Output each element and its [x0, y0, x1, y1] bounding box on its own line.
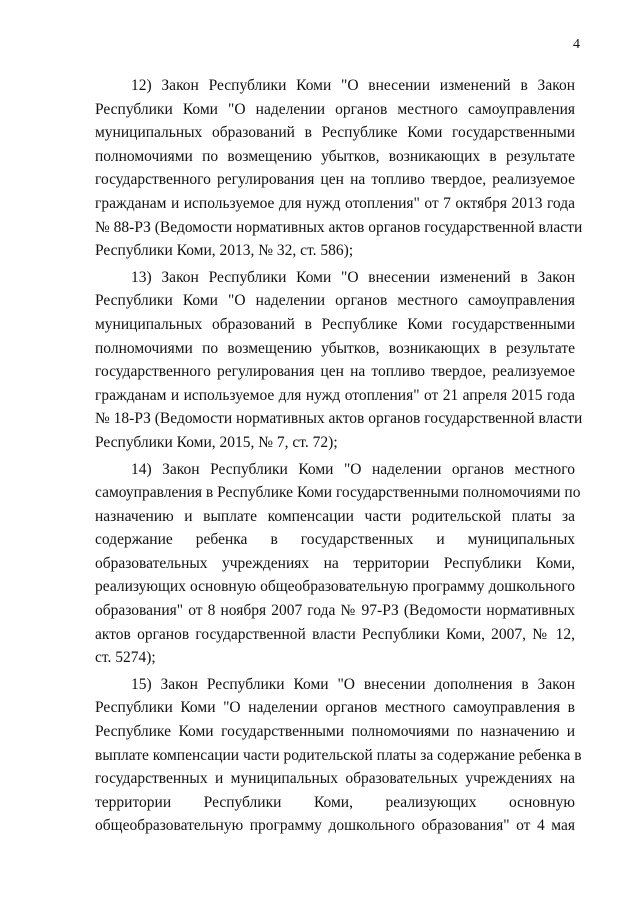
text-line: гражданам и используемое для нужд отопления" от 7 октября 2013 года [95, 194, 575, 212]
text-line: государственного регулирования цен на топливо твердое, реализуемое [95, 363, 575, 381]
text-line: реализующих основную общеобразовательную программу дошкольного [95, 578, 575, 596]
paragraph-15 [95, 673, 582, 838]
text-line: государственных и муниципальных образовательных учреждениях на [95, 770, 575, 788]
text-line: назначению и выплате компенсации части родительской платы за [95, 507, 575, 525]
text-line: Республики Коми "О наделении органов местного самоуправления [95, 100, 575, 118]
text-line: Республике Коми государственными полномочиями по назначению и [95, 723, 575, 741]
text-line: 15) Закон Республики Коми "О внесении дополнения в Закон [131, 675, 575, 693]
text-line: № 88-РЗ (Ведомости нормативных актов органов государственной власти [95, 218, 583, 236]
text-line: № 18-РЗ (Ведомости нормативных актов органов государственной власти [95, 410, 583, 428]
text-line: 13) Закон Республики Коми "О внесении изменений в Закон [131, 268, 575, 286]
text-line: полномочиями по возмещению убытков, возникающих в результате [95, 147, 575, 165]
text-line: выплате компенсации части родительской платы за содержание ребенка в [95, 746, 582, 764]
text-line: муниципальных образований в Республике Коми государственными [95, 124, 575, 142]
text-line: образовательных учреждениях на территории Республики Коми, [95, 554, 575, 572]
text-line: муниципальных образований в Республике Коми государственными [95, 315, 575, 333]
paragraph-14 [95, 458, 581, 670]
paragraph-12 [95, 74, 583, 263]
text-line: общеобразовательную программу дошкольного образования" от 4 мая [95, 817, 575, 835]
text-line: гражданам и используемое для нужд отопления" от 21 апреля 2015 года [95, 386, 575, 404]
text-line: полномочиями по возмещению убытков, возникающих в результате [95, 339, 575, 357]
text-line: Республики Коми, 2015, № 7, ст. 72); [95, 433, 338, 451]
text-line: территории Республики Коми, реализующих основную [95, 793, 575, 811]
text-line: актов органов государственной власти Республики Коми, 2007, № 12, [95, 625, 575, 643]
page-number: 4 [573, 37, 580, 52]
text-line: Республики Коми "О наделении органов местного самоуправления в [95, 699, 575, 717]
text-line: 14) Закон Республики Коми "О наделении органов местного [131, 460, 575, 478]
document-body [95, 74, 583, 838]
text-line: государственного регулирования цен на топливо твердое, реализуемое [95, 171, 575, 189]
text-line: ст. 5274); [95, 649, 156, 667]
text-line: содержание ребенка в государственных и муниципальных [95, 531, 575, 549]
text-line: 12) Закон Республики Коми "О внесении изменений в Закон [131, 77, 575, 94]
text-line: самоуправления в Республике Коми государственными полномочиями по [95, 484, 581, 502]
text-line: Республики Коми "О наделении органов местного самоуправления [95, 292, 575, 310]
text-line: Республики Коми, 2013, № 32, ст. 586); [95, 242, 354, 260]
paragraph-13 [95, 266, 583, 455]
text-line: образования" от 8 ноября 2007 года № 97-РЗ (Ведомости нормативных [95, 602, 575, 620]
